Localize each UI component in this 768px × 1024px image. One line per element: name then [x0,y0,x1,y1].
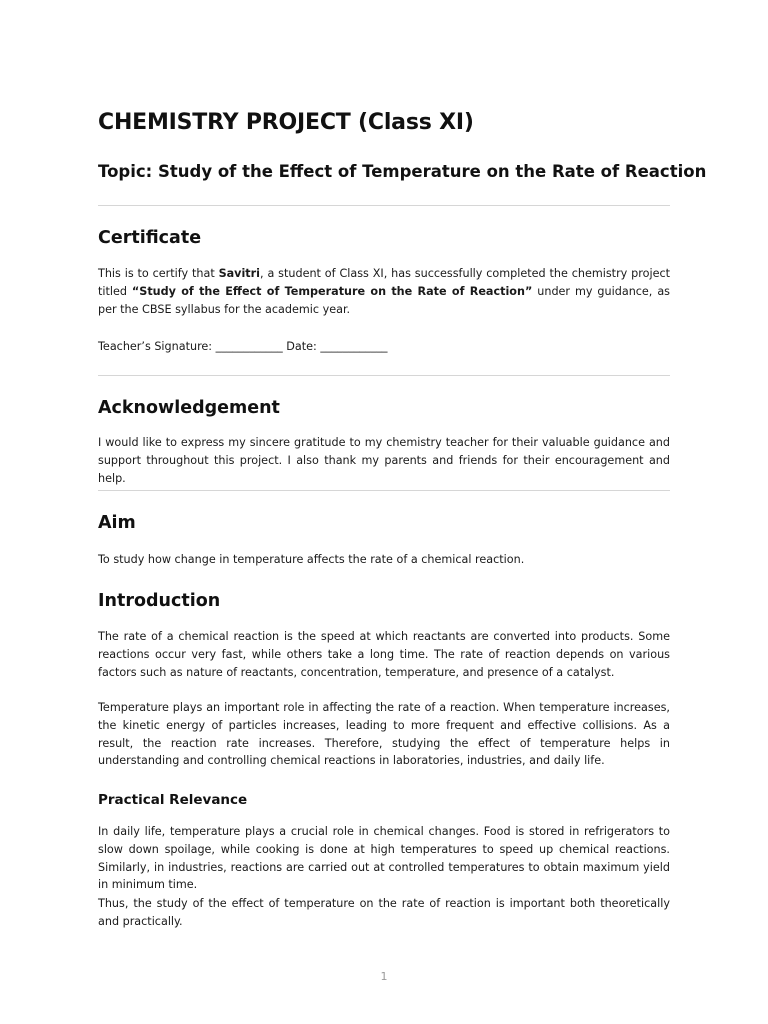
introduction-heading: Introduction [98,591,221,611]
certificate-heading: Certificate [98,228,202,248]
document-title: CHEMISTRY PROJECT (Class XI) [98,110,474,135]
certificate-text: This is to certify that Savitri, a student of Class XI, has successfully completed the chemistry project titled “Study of the Effect of Temperature on the Rate of Reaction” under my guidance, as per the CBSE syllabus for the academic year. [98,267,670,316]
signature-line: Teacher’s Signature: ____________ Date: ____________ [98,340,388,353]
project-topic: Topic: Study of the Effect of Temperature on the Rate of Reaction [98,162,707,181]
divider [98,375,670,376]
practical-relevance-paragraph: In daily life, temperature plays a crucial role in chemical changes. Food is stored in refrigerators to slow down spoilage, while cooking is done at high temperatures to speed up chemical reactions. Similarly, in industries, reactions are carried out at controlled temperatures to obtain maximum yield in minimum time. [98,825,670,892]
acknowledgement-text: I would like to express my sincere gratitude to my chemistry teacher for their valuable guidance and support throughout this project. I also thank my parents and friends for their encouragement and help. [98,436,670,485]
acknowledgement-heading: Acknowledgement [98,398,280,418]
conclusion-paragraph: Thus, the study of the effect of temperature on the rate of reaction is important both theoretically and practically. [98,897,670,928]
introduction-paragraph: Temperature plays an important role in affecting the rate of a reaction. When temperature increases, the kinetic energy of particles increases, leading to more frequent and effective collisions. As a result, the reaction rate increases. Therefore, studying the effect of temperature helps in understanding and controlling chemical reactions in laboratories, industries, and daily life. [98,701,670,768]
introduction-paragraph: The rate of a chemical reaction is the speed at which reactants are converted into products. Some reactions occur very fast, while others take a long time. The rate of reaction depends on various factors such as nature of reactants, concentration, temperature, and presence of a catalyst. [98,630,670,679]
aim-heading: Aim [98,513,136,533]
divider [98,205,670,206]
aim-text: To study how change in temperature affects the rate of a chemical reaction. [98,553,525,566]
project-title: “Study of the Effect of Temperature on the Rate of Reaction” [131,284,533,298]
divider [98,490,670,491]
page-number: 1 [380,970,388,983]
student-name: Savitri [218,267,261,280]
practical-relevance-heading: Practical Relevance [98,792,248,808]
